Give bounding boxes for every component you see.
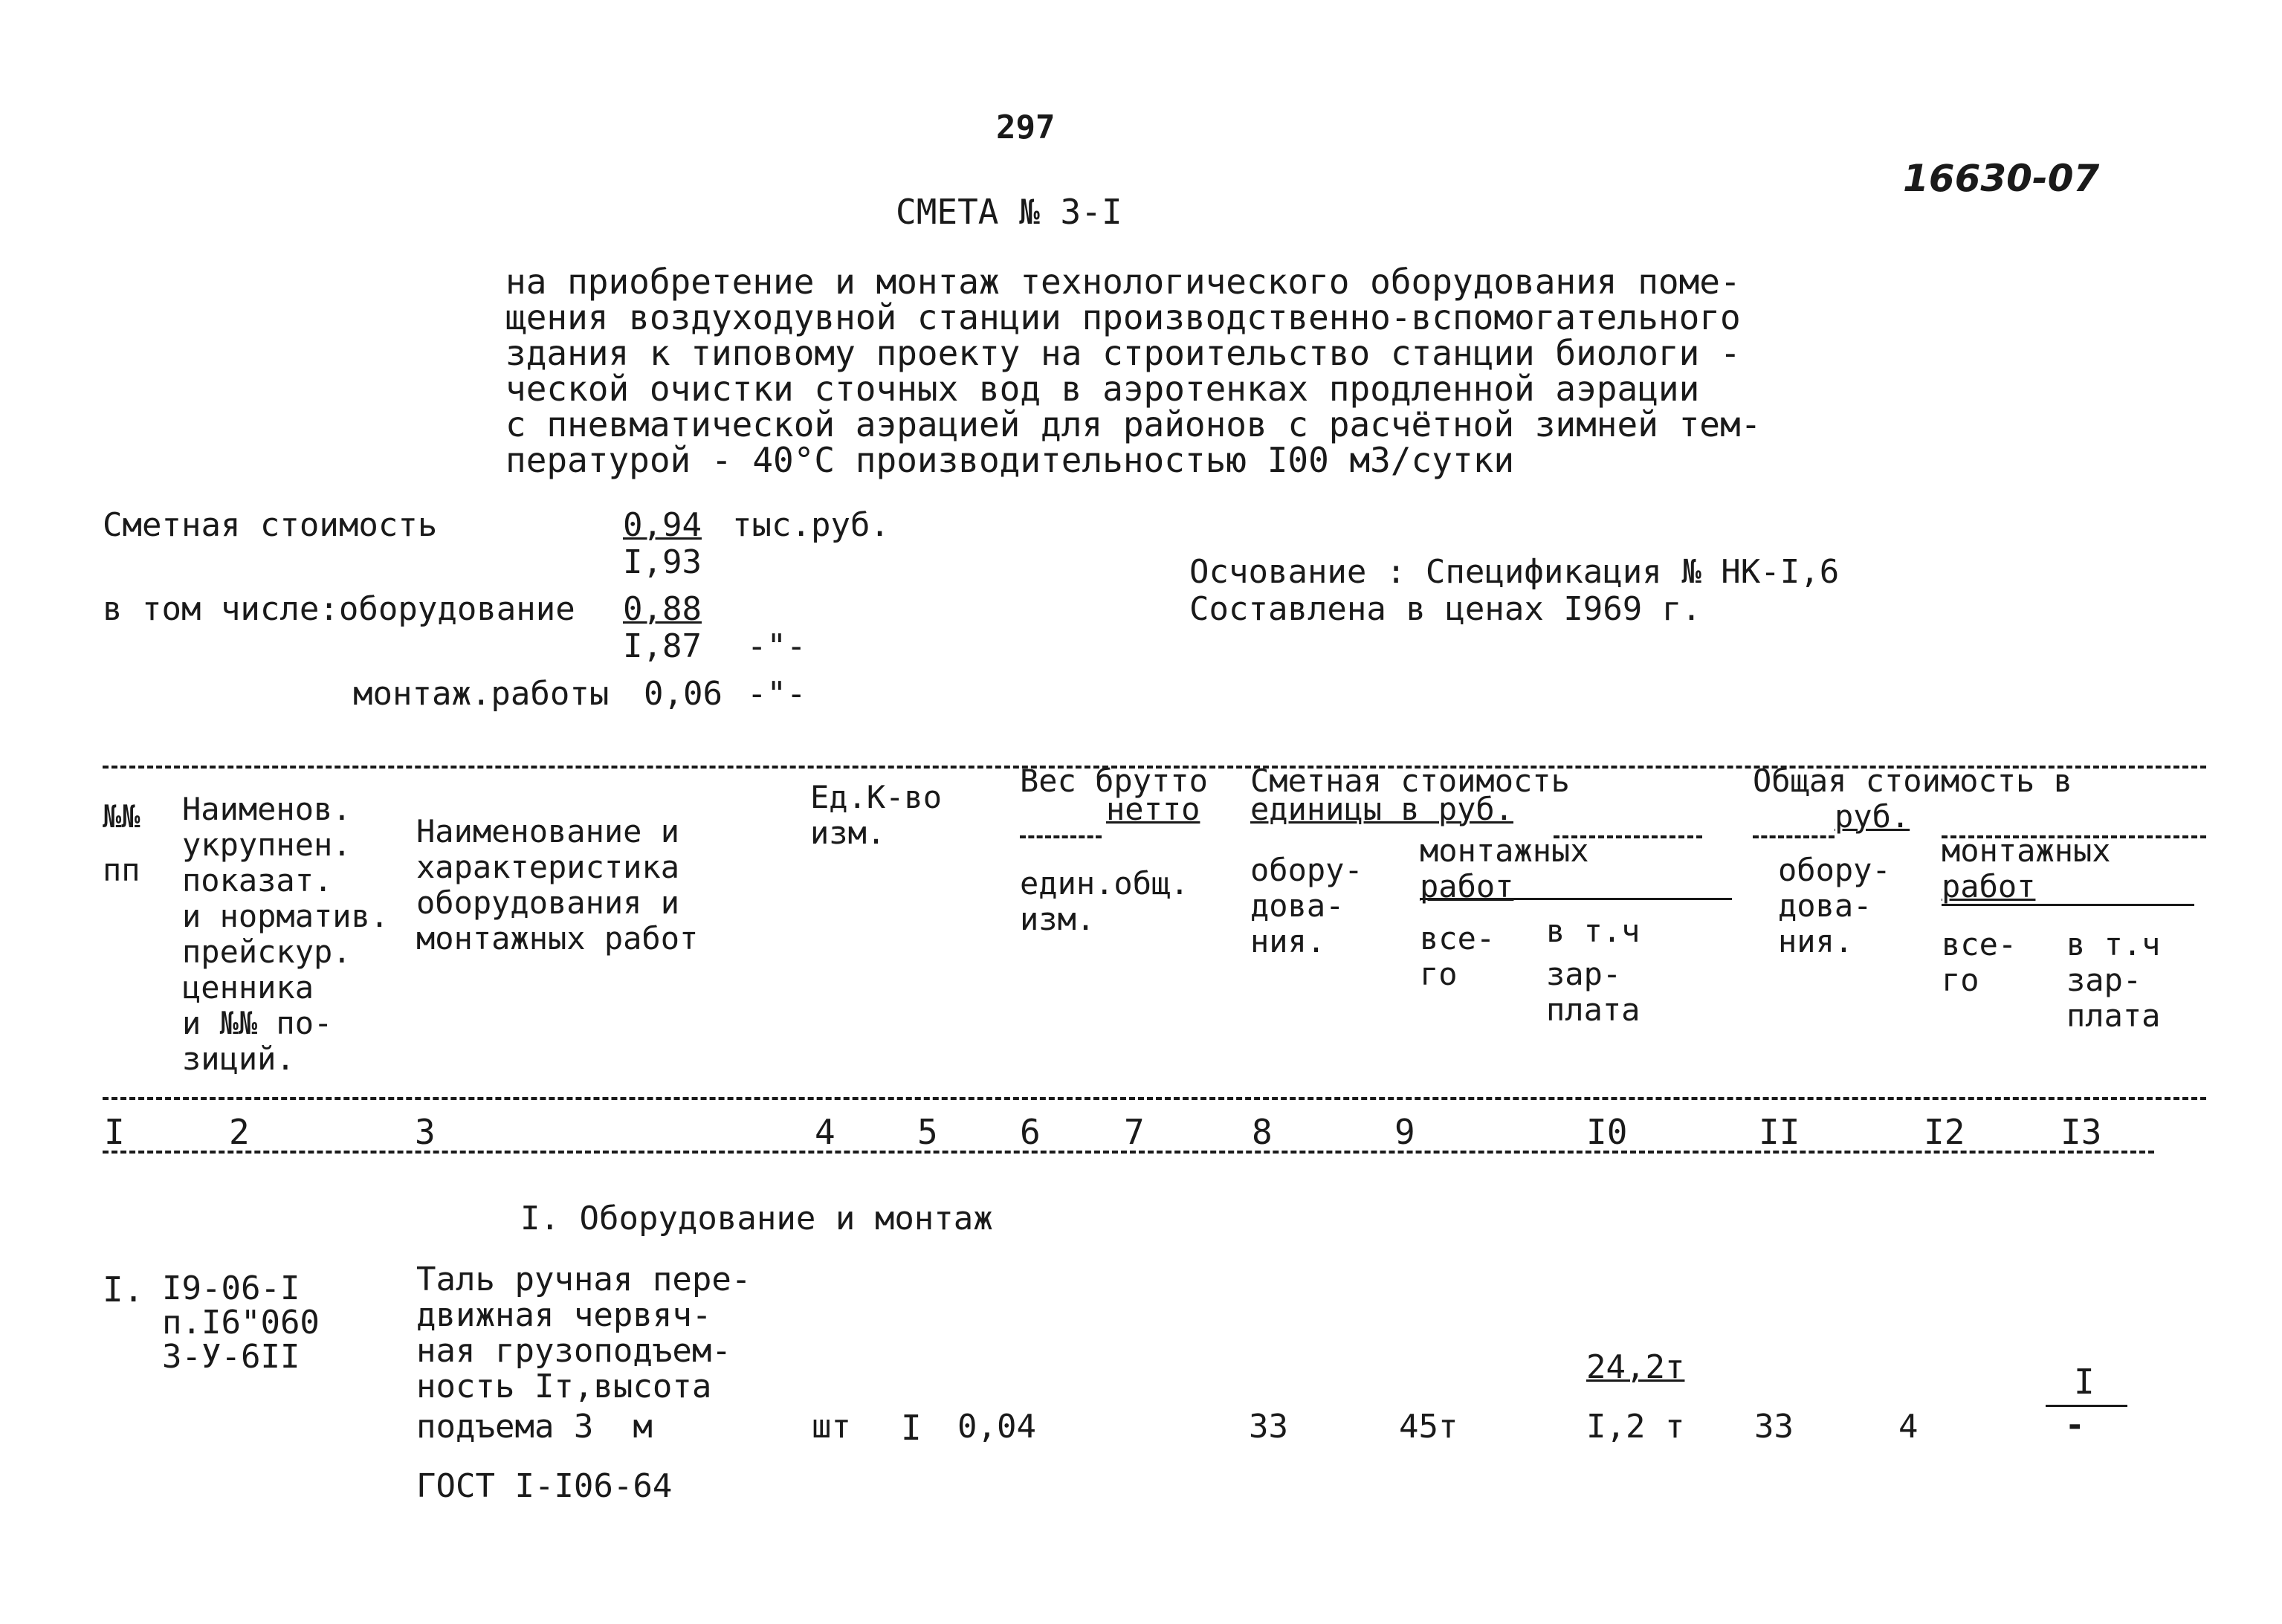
header-install2-rule	[1942, 904, 2194, 906]
header-num: пп	[103, 852, 140, 888]
header-bottom-rule	[103, 1097, 2206, 1100]
equipment-value: 0,88	[623, 590, 702, 628]
row-name-line: подъема 3 м	[416, 1408, 653, 1446]
incl-equipment-label: в том числе:оборудование	[103, 590, 575, 628]
page-number: 297	[996, 109, 1056, 146]
column-number: II	[1759, 1112, 1800, 1152]
install-value: 0,06	[644, 675, 723, 713]
row-name-line: Таль ручная пере-	[416, 1261, 751, 1298]
column-numbers-rule	[103, 1151, 2154, 1154]
column-number: I3	[2060, 1112, 2102, 1152]
header-install-rule	[1420, 898, 1732, 900]
row-number: I.	[103, 1269, 144, 1310]
header-salary: зар-	[1546, 956, 1622, 992]
row-salary-top: 24,2т	[1586, 1348, 1685, 1386]
column-number: 5	[917, 1112, 938, 1152]
header-weight-rule	[1020, 835, 1102, 838]
equipment-value-sub: I,87	[623, 627, 702, 665]
header-total2: все-	[1942, 926, 2017, 963]
header-equip: ния.	[1250, 923, 1326, 960]
section-title: I. Оборудование и монтаж	[520, 1200, 993, 1238]
row-unit: шт	[812, 1408, 851, 1446]
install-ditto-mark: -"-	[747, 675, 807, 713]
row-gost: ГОСТ I-I06-64	[416, 1467, 673, 1505]
header-salary: плата	[1546, 991, 1641, 1028]
header-unit-cost: Сметная стоимость	[1250, 763, 1570, 799]
header-norm: и №№ по-	[182, 1005, 333, 1041]
header-works: работ	[1420, 868, 1514, 905]
header-num: №№	[103, 798, 140, 835]
column-number: 8	[1252, 1112, 1273, 1152]
header-unit-qty: изм.	[810, 815, 886, 851]
header-name: монтажных работ	[416, 920, 699, 957]
column-number: 2	[229, 1112, 250, 1152]
header-total-cost-rub: руб.	[1835, 798, 1910, 835]
description-line: пературой - 40°С производительностью I00 м3/сутки	[505, 440, 1515, 480]
install-label: монтаж.работы	[353, 675, 610, 713]
document-code: 16630-07	[1903, 157, 2100, 200]
header-equip2: дова-	[1778, 887, 1872, 924]
row-total-salary-top: I	[2074, 1362, 2095, 1402]
column-number: I	[104, 1112, 125, 1152]
header-total-cost: Общая стоимость в	[1753, 763, 2072, 799]
row-qty: I	[901, 1408, 922, 1448]
header-works2: работ	[1942, 868, 2036, 905]
header-salary2: в т.ч	[2066, 926, 2161, 963]
cost-value: 0,94	[623, 506, 702, 544]
column-number: I0	[1586, 1112, 1628, 1152]
header-weight-units: изм.	[1020, 901, 1096, 937]
row-total-salary-rule	[2046, 1405, 2127, 1407]
header-equip: дова-	[1250, 887, 1345, 924]
header-norm: прейскур.	[182, 934, 352, 970]
header-weight-units: един.общ.	[1020, 865, 1189, 902]
header-name: характеристика	[416, 849, 680, 885]
row-salary-bottom: I,2 т	[1586, 1408, 1685, 1446]
header-weight: Вес брутто	[1020, 763, 1208, 799]
header-salary2: зар-	[2066, 962, 2142, 998]
row-equip-cost: 33	[1249, 1408, 1288, 1446]
description-line: на приобретение и монтаж технологического оборудования поме-	[505, 262, 1741, 302]
description-line: с пневматической аэрацией для районов с расчётной зимней тем-	[505, 404, 1762, 444]
header-norm: ценника	[182, 969, 314, 1006]
basis-line: Составлена в ценах I969 г.	[1189, 590, 1701, 628]
header-norm: Наименов.	[182, 791, 352, 827]
header-total-cost-rule-left	[1753, 835, 1835, 838]
column-number: 3	[415, 1112, 436, 1152]
row-name-line: движная червяч-	[416, 1296, 712, 1334]
row-name-line: ная грузоподъем-	[416, 1332, 731, 1370]
header-norm: зиций.	[182, 1041, 295, 1077]
header-salary2: плата	[2066, 997, 2161, 1034]
basis-line: Осчование : Спецификация № НК-I,6	[1189, 553, 1840, 591]
row-total-install: 4	[1898, 1408, 1919, 1446]
row-total-salary-bottom: -	[2065, 1406, 2085, 1444]
header-norm: укрупнен.	[182, 826, 352, 863]
row-install-total: 45т	[1399, 1408, 1458, 1446]
description-line: щения воздуходувной станции производственно-вспомогательного	[505, 297, 1741, 337]
description-line: здания к типовому проекту на строительство станции биологи -	[505, 333, 1741, 373]
row-code: I9-06-I	[162, 1269, 300, 1307]
column-number: 9	[1394, 1112, 1415, 1152]
header-unit-qty: Ед.К-во	[810, 779, 943, 815]
header-norm: показат.	[182, 862, 333, 899]
header-install2: монтажных	[1942, 832, 2111, 869]
header-total: все-	[1420, 920, 1496, 957]
header-total2: го	[1942, 962, 1979, 998]
column-number: 6	[1020, 1112, 1041, 1152]
header-equip: обору-	[1250, 852, 1363, 888]
header-name: оборудования и	[416, 884, 680, 921]
row-name-line: ность Iт,высота	[416, 1368, 712, 1405]
row-weight: 0,04	[957, 1408, 1036, 1446]
ditto-mark: -"-	[747, 627, 807, 665]
column-number: 4	[815, 1112, 835, 1152]
header-norm: и норматив.	[182, 898, 390, 934]
cost-value-sub: I,93	[623, 543, 702, 581]
header-unit-cost-sub: единицы в руб.	[1250, 791, 1514, 827]
header-salary: в т.ч	[1546, 913, 1641, 949]
header-equip2: ния.	[1778, 923, 1854, 960]
header-weight-netto: нетто	[1106, 791, 1200, 827]
cost-unit: тыс.руб.	[732, 506, 890, 544]
row-code: п.I6"060	[162, 1304, 320, 1342]
header-equip2: обору-	[1778, 852, 1891, 888]
column-number: I2	[1924, 1112, 1965, 1152]
row-code: 3-У-6II	[162, 1338, 300, 1376]
header-name: Наименование и	[416, 813, 680, 850]
cost-label: Сметная стоимость	[103, 506, 438, 544]
header-total: го	[1420, 956, 1458, 992]
description-line: ческой очистки сточных вод в аэротенках продленной аэрации	[505, 369, 1700, 409]
row-total-equip: 33	[1754, 1408, 1794, 1446]
header-install: монтажных	[1420, 832, 1589, 869]
page-title: СМЕТА № 3-I	[896, 192, 1122, 232]
column-number: 7	[1124, 1112, 1145, 1152]
